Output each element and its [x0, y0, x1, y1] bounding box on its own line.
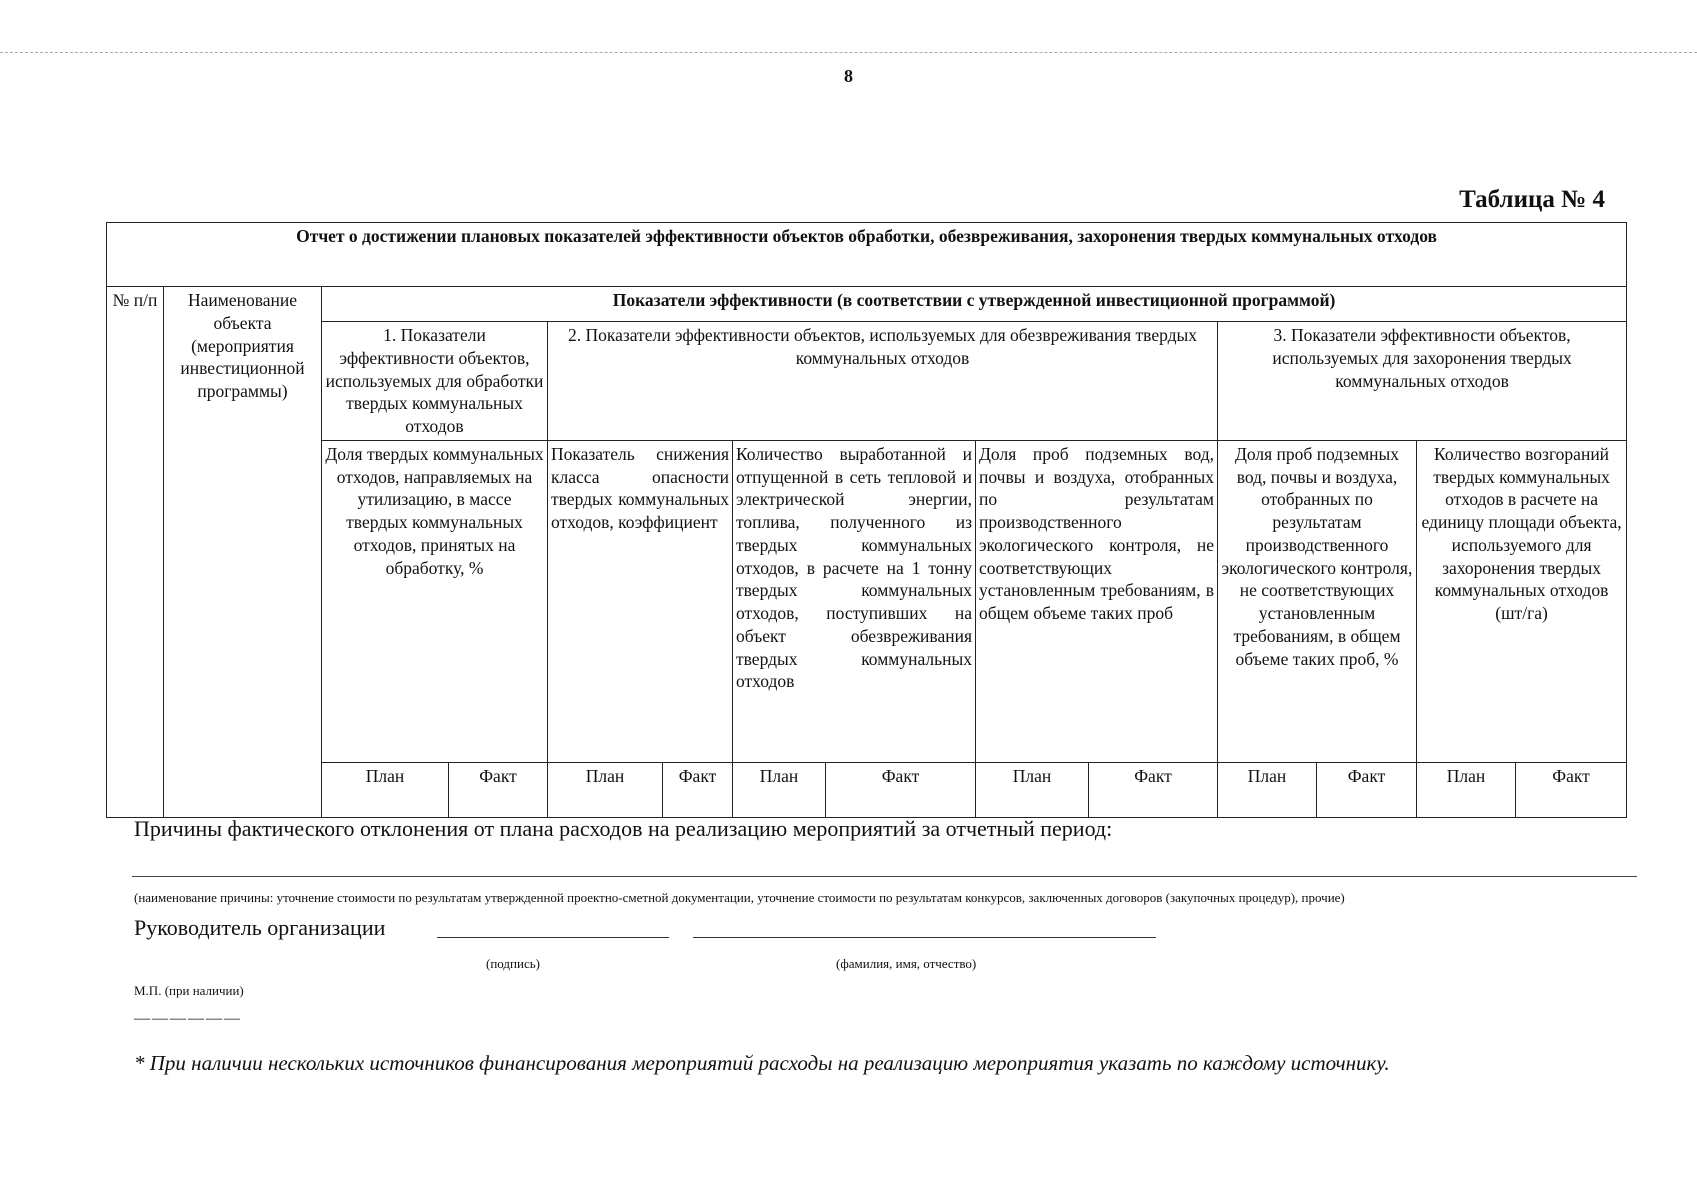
- plan-cell: План: [322, 762, 449, 817]
- signature-line: [437, 937, 669, 938]
- page-number: 8: [844, 66, 853, 86]
- indicators-header: Показатели эффективности (в соответствии с утвержденной инвестиционной программой): [322, 287, 1627, 322]
- col-number-header: № п/п: [107, 287, 164, 818]
- plan-cell: План: [1417, 762, 1516, 817]
- plan-cell: План: [1218, 762, 1317, 817]
- top-rule: [0, 52, 1697, 53]
- reasons-label: Причины фактического отклонения от плана расходов на реализацию мероприятий за отчетный период:: [134, 816, 1113, 841]
- indicator-fires: Количество возгораний твердых коммунальных отходов в расчете на единицу площади объекта, используемого для захоронения твердых коммунальных отходов (шт/га): [1417, 440, 1627, 762]
- footnote: * При наличии нескольких источников финансирования мероприятий расходы на реализацию мероприятия указать по каждому источнику.: [134, 1051, 1390, 1075]
- plan-cell: План: [733, 762, 826, 817]
- fio-line: [693, 937, 1156, 938]
- head-label: Руководитель организации: [134, 915, 386, 940]
- stamp-label: М.П. (при наличии): [134, 983, 244, 998]
- dash-separator: ——————: [134, 1010, 242, 1027]
- group-processing-header: 1. Показатели эффективности объектов, используемых для обработки твердых коммунальных отходов: [322, 322, 548, 441]
- fact-cell: Факт: [1516, 762, 1627, 817]
- fact-cell: Факт: [663, 762, 733, 817]
- col-name-header: Наименование объекта (мероприятия инвестиционной программы): [164, 287, 322, 818]
- fact-cell: Факт: [1317, 762, 1417, 817]
- table-title: Отчет о достижении плановых показателей эффективности объектов обработки, обезвреживания, захоронения твердых коммунальных отходов: [107, 223, 1627, 287]
- group-neutralization-header: 2. Показатели эффективности объектов, используемых для обезвреживания твердых коммунальных отходов: [548, 322, 1218, 441]
- indicator-energy-output: Количество выработанной и отпущенной в сеть тепловой и электрической энергии, топлива, полученного из твердых коммунальных отходов, в расчете на 1 тонну твердых коммунальных отходов, поступивших на объект обезвреживания твердых коммунальных отходов: [733, 440, 976, 762]
- fact-cell: Факт: [1089, 762, 1218, 817]
- indicator-samples-burial: Доля проб подземных вод, почвы и воздуха, отобранных по результатам производственного экологического контроля, не соответствующих установленным требованиям, в общем объеме таких проб, %: [1218, 440, 1417, 762]
- signature-caption: (подпись): [486, 956, 540, 971]
- indicator-recycling-share: Доля твердых коммунальных отходов, направляемых на утилизацию, в массе твердых коммунальных отходов, принятых на обработку, %: [322, 440, 548, 762]
- fio-caption: (фамилия, имя, отчество): [836, 956, 977, 971]
- table-number: Таблица № 4: [1459, 186, 1605, 213]
- group-burial-header: 3. Показатели эффективности объектов, используемых для захоронения твердых коммунальных отходов: [1218, 322, 1627, 441]
- plan-cell: План: [976, 762, 1089, 817]
- fact-cell: Факт: [449, 762, 548, 817]
- reasons-note: (наименование причины: уточнение стоимости по результатам утвержденной проектно-сметной документации, уточнение стоимости по результатам конкурсов, заключенных договоров (закупочных процедур), прочие): [134, 890, 1345, 905]
- indicator-hazard-reduction: Показатель снижения класса опасности твердых коммунальных отходов, коэффициент: [548, 440, 733, 762]
- report-table: [106, 222, 1627, 818]
- reasons-fill-line: [132, 876, 1637, 877]
- indicator-samples-neutralization: Доля проб подземных вод, почвы и воздуха, отобранных по результатам производственного экологического контроля, не соответствующих установленным требованиям, в общем объеме таких проб: [976, 440, 1218, 762]
- plan-cell: План: [548, 762, 663, 817]
- fact-cell: Факт: [826, 762, 976, 817]
